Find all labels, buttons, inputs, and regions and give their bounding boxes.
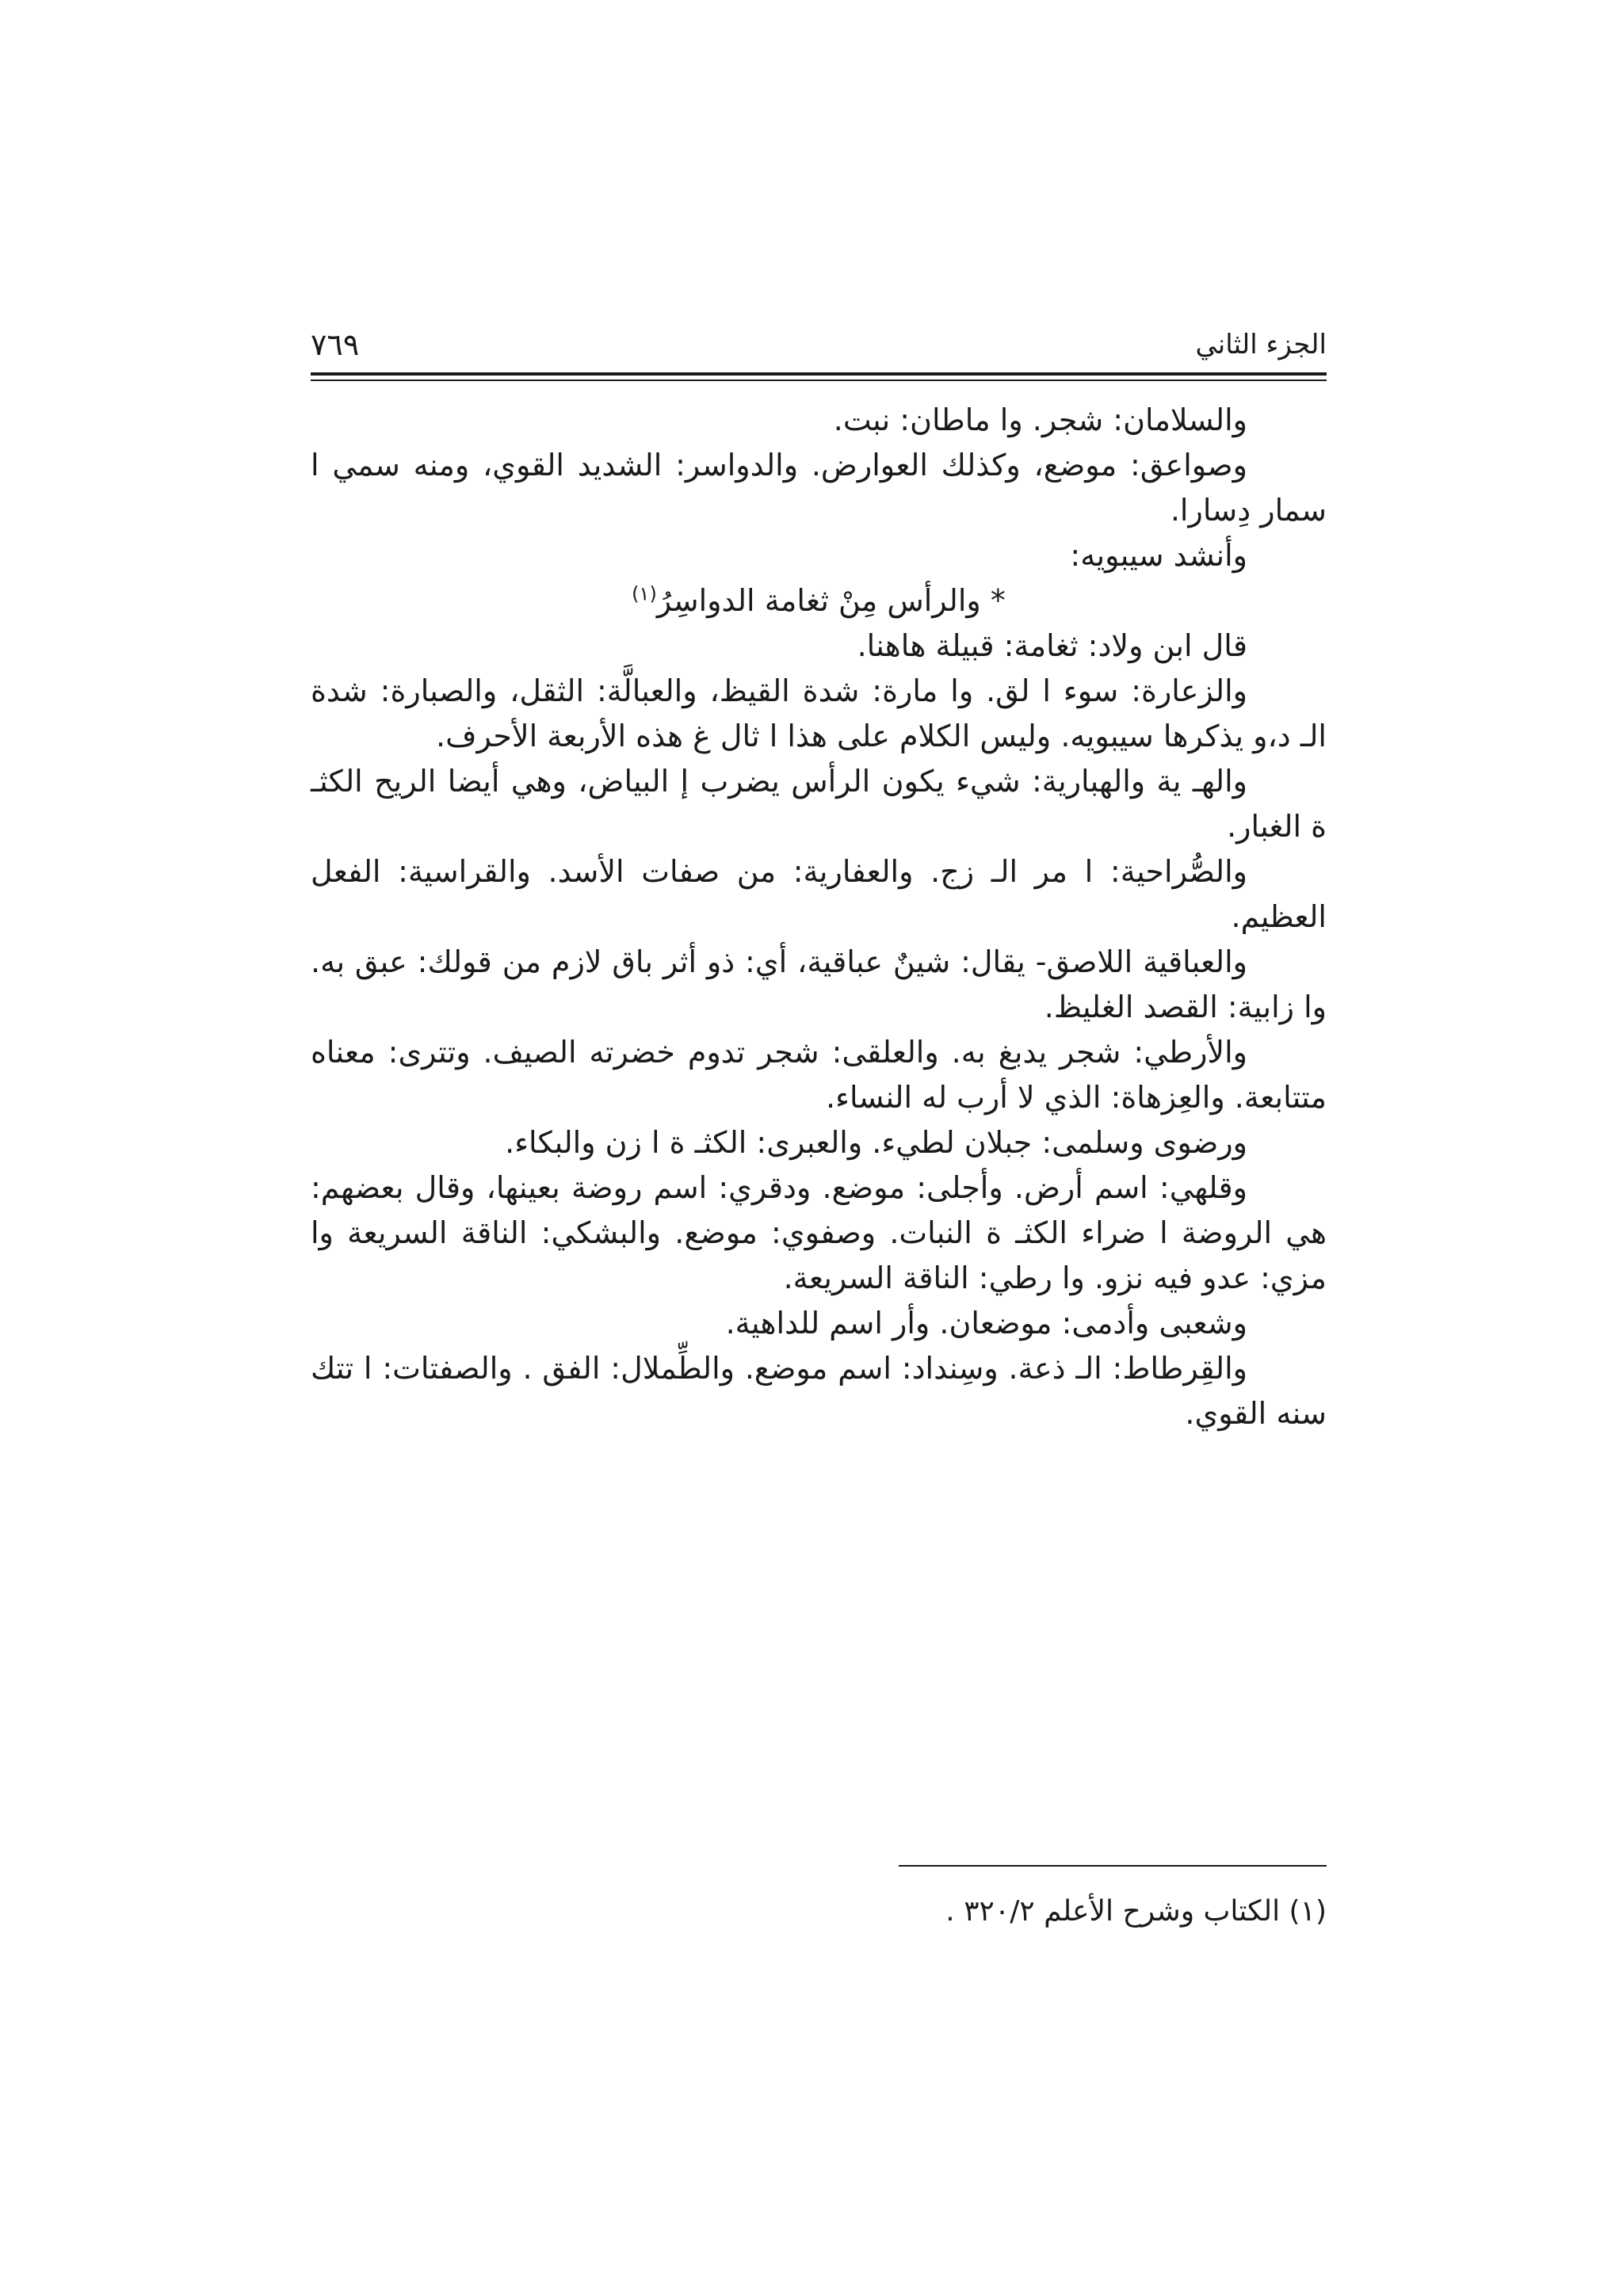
verse-line (311, 578, 1327, 624)
paragraph: والقِرطاط: الـ ذعة. وسِنداد: اسم موضع. والطِّملال: الفق . والصفتات: ا تتك سنه القوي. (311, 1351, 1327, 1431)
body-text (311, 398, 1327, 1436)
verse-text: * والرأس مِنْ ثغامة الدواسِرُ (656, 583, 1006, 618)
paragraph: والهـ ية والهبارية: شيء يكون الرأس يضرب إ البياض، وهي أيضا الريح الكثـ ة الغبار. (311, 764, 1327, 844)
paragraph: والعباقية اللاصق- يقال: شينٌ عباقية، أي: ذو أثر باق لازم من قولك: عبق به. وا زابية: القصد الغليظ. (311, 944, 1327, 1024)
paragraph: وصواعق: موضع، وكذلك العوارض. والدواسر: الشديد القوي، ومنه سمي ا سمار دِسارا. (311, 448, 1327, 528)
paragraph: وشعبى وأدمى: موضعان. وأر اسم للداهية. (725, 1306, 1247, 1341)
running-title: الجزء الثاني (1195, 329, 1327, 360)
paragraph: والزعارة: سوء ا لق. وا مارة: شدة القيظ، والعبالَّة: الثقل، والصبارة: شدة الـ د،و يذكرها سيبويه. وليس الكلام على هذا ا ثال غ هذه الأربعة الأحرف. (311, 673, 1327, 753)
paragraph: قال ابن ولاد: ثغامة: قبيلة هاهنا. (857, 628, 1247, 663)
footnote: (١) الكتاب وشرح الأعلم ٣٢٠/٢ . (945, 1895, 1327, 1928)
paragraph: والأرطي: شجر يدبغ به. والعلقى: شجر تدوم خضرته الصيف. وتترى: معناه متتابعة. والعِزهاة: الذي لا أرب له النساء. (311, 1035, 1327, 1115)
page-header (311, 321, 1327, 368)
paragraph: وأنشد سيبويه: (1070, 538, 1247, 573)
footnote-separator (899, 1865, 1327, 1867)
footnote-reference: (١) (632, 582, 657, 605)
header-rule-thin (311, 379, 1327, 381)
header-rule-thick (311, 372, 1327, 376)
paragraph: وقلهي: اسم أرض. وأجلى: موضع. ودقري: اسم روضة بعينها، وقال بعضهم: هي الروضة ا ضراء الكثـ ة النبات. وصفوي: موضع. والبشكي: الناقة السريعة وا مزي: عدو فيه نزو. وا رطي: الناقة السريعة. (311, 1170, 1327, 1295)
paragraph: والسلامان: شجر. وا ماطان: نبت. (833, 402, 1247, 437)
paragraph: والصُّراحية: ا مر الـ زج. والعفارية: من صفات الأسد. والقراسية: الفعل العظيم. (311, 854, 1327, 934)
page-number: ٧٦٩ (311, 327, 360, 362)
paragraph: ورضوى وسلمى: جبلان لطيء. والعبرى: الكثـ ة ا زن والبكاء. (505, 1125, 1247, 1160)
